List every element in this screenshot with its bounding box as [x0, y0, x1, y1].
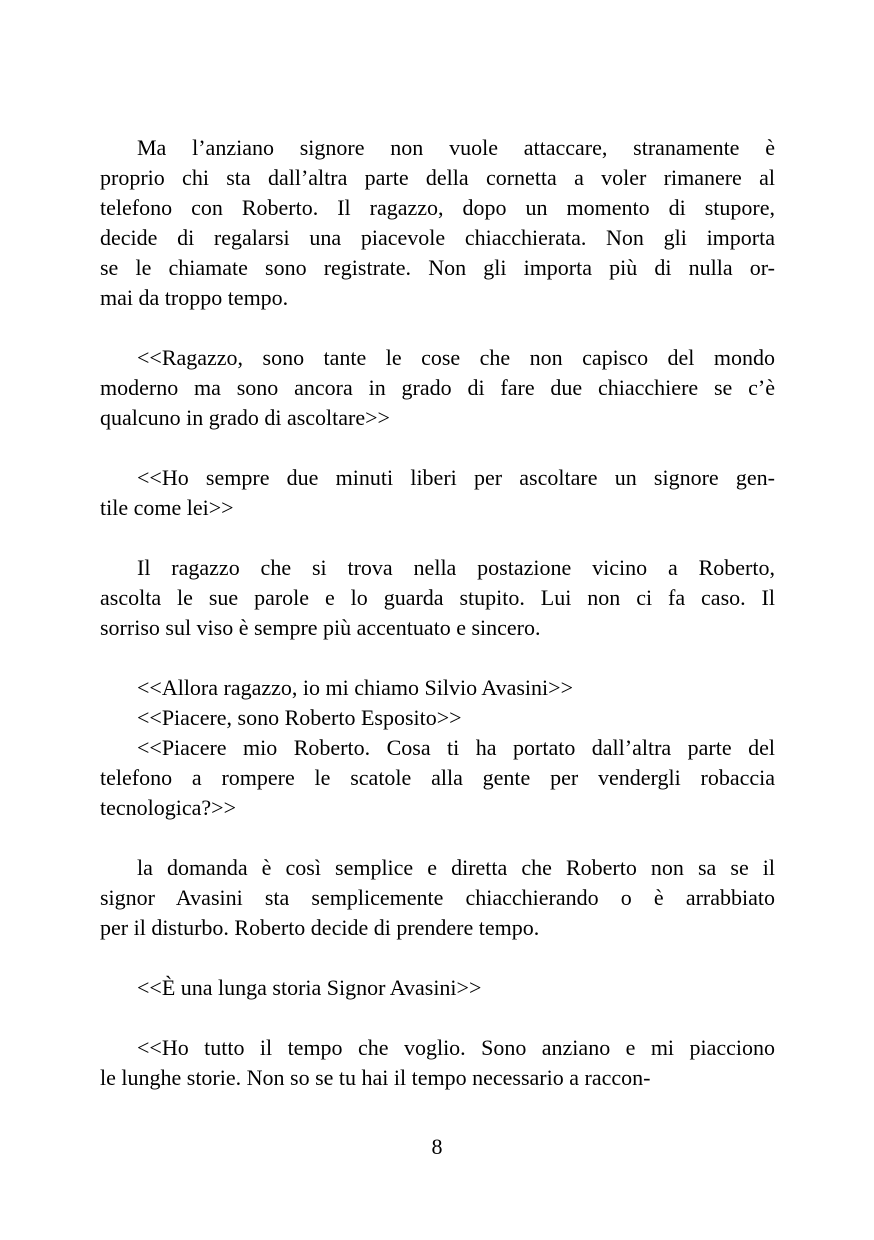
text-line: <<Piacere, sono Roberto Esposito>>	[137, 705, 462, 730]
paragraph	[100, 733, 775, 823]
text-line: <<Ragazzo, sono tante le cose che non capisco del mondo	[137, 345, 775, 370]
text-line: tecnologica?>>	[100, 795, 236, 820]
text-line: ascolta le sue parole e lo guarda stupito. Lui non ci fa caso. Il	[100, 585, 775, 610]
text-line: sorriso sul viso è sempre più accentuato e sincero.	[100, 615, 541, 640]
text-line: per il disturbo. Roberto decide di prendere tempo.	[100, 915, 540, 940]
paragraph	[100, 973, 775, 1003]
text-line: mai da troppo tempo.	[100, 285, 289, 310]
paragraph	[100, 463, 775, 523]
text-line: Il ragazzo che si trova nella postazione vicino a Roberto,	[137, 555, 775, 580]
text-line: signor Avasini sta semplicemente chiacchierando o è arrabbiato	[100, 885, 775, 910]
text-line: telefono a rompere le scatole alla gente per vendergli robaccia	[100, 765, 775, 790]
text-line: tile come lei>>	[100, 495, 234, 520]
text-line: moderno ma sono ancora in grado di fare due chiacchiere se c’è	[100, 375, 775, 400]
text-line: <<Ho tutto il tempo che voglio. Sono anziano e mi piacciono	[137, 1035, 775, 1060]
text-line: decide di regalarsi una piacevole chiacchierata. Non gli importa	[100, 225, 775, 250]
text-line: Ma l’anziano signore non vuole attaccare, stranamente è	[137, 135, 775, 160]
page-number: 8	[431, 1134, 443, 1159]
paragraph	[100, 133, 775, 313]
text-line: telefono con Roberto. Il ragazzo, dopo un momento di stupore,	[100, 195, 775, 220]
paragraph	[100, 673, 775, 703]
text-line: <<Allora ragazzo, io mi chiamo Silvio Avasini>>	[137, 675, 573, 700]
paragraph	[100, 1033, 775, 1093]
paragraph	[100, 853, 775, 943]
paragraph	[100, 343, 775, 433]
text-line: <<Ho sempre due minuti liberi per ascoltare un signore gen-	[137, 465, 775, 490]
paragraph	[100, 553, 775, 643]
text-line: proprio chi sta dall’altra parte della cornetta a voler rimanere al	[100, 165, 775, 190]
text-line: la domanda è così semplice e diretta che Roberto non sa se il	[137, 855, 775, 880]
text-line: qualcuno in grado di ascoltare>>	[100, 405, 390, 430]
paragraph	[100, 703, 775, 733]
text-line: le lunghe storie. Non so se tu hai il tempo necessario a raccon-	[100, 1065, 651, 1090]
text-line: se le chiamate sono registrate. Non gli importa più di nulla or-	[100, 255, 775, 280]
text-line: <<È una lunga storia Signor Avasini>>	[137, 975, 482, 1000]
text-line: <<Piacere mio Roberto. Cosa ti ha portato dall’altra parte del	[137, 735, 775, 760]
text-block	[100, 133, 775, 1093]
